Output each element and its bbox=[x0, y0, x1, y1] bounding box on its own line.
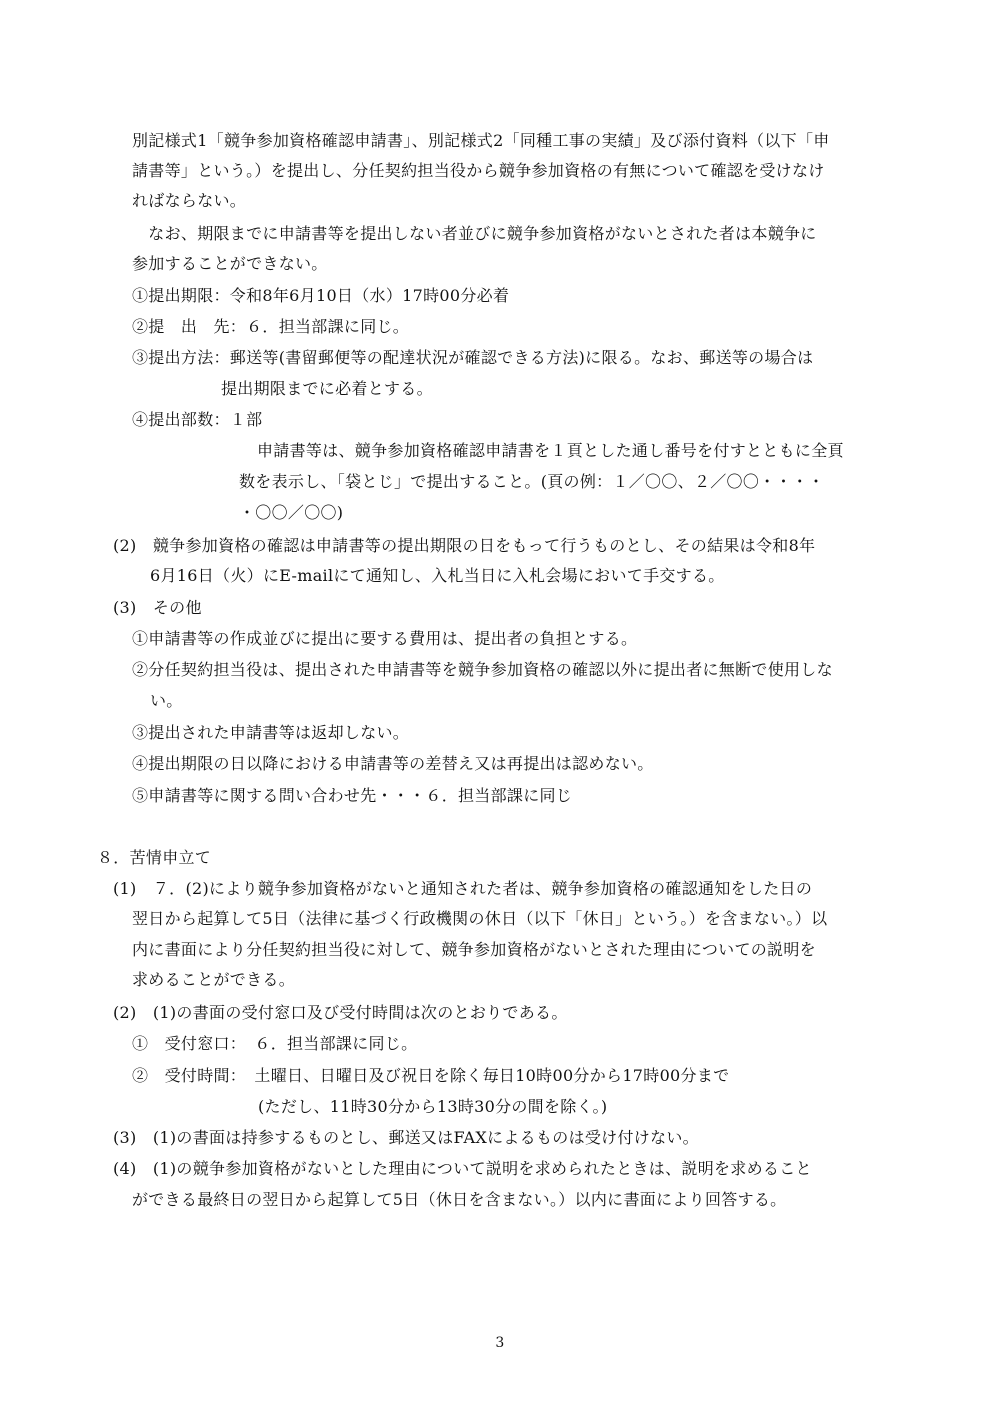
submission-method-line-2: 提出期限までに必着とする。 bbox=[221, 379, 433, 398]
complaint-para1-line-4: 求めることができる。 bbox=[132, 970, 296, 989]
copies-note-line-3: ・〇〇／〇〇) bbox=[239, 503, 344, 522]
copies-note-line-2: 数を表示し、「袋とじ」で提出すること。(頁の例：１／〇〇、２／〇〇・・・・ bbox=[239, 472, 825, 491]
intro-line-2: 請書等」という。）を提出し、分任契約担当役から競争参加資格の有無について確認を受けなけ bbox=[132, 161, 825, 180]
intro-line-1: 別記様式1「競争参加資格確認申請書」、別記様式2「同種工事の実績」及び添付資料（以下「申 bbox=[132, 131, 830, 150]
complaint-para1-line-2: 翌日から起算して5日（法律に基づく行政機関の休日（以下「休日」という。）を含まない。）以 bbox=[132, 909, 828, 928]
reception-hours-note: (ただし、11時30分から13時30分の間を除く。) bbox=[258, 1097, 608, 1116]
other-item-5: ⑤申請書等に関する問い合わせ先・・・６．担当部課に同じ bbox=[132, 786, 573, 805]
complaint-para4-line-2: ができる最終日の翌日から起算して5日（休日を含まない。）以内に書面により回答する。 bbox=[132, 1190, 787, 1209]
section-heading: ８．苦情申立て bbox=[97, 848, 212, 867]
other-title: (3) その他 bbox=[113, 598, 202, 617]
reception-hours: ② 受付時間： 土曜日、日曜日及び祝日を除く毎日10時00分から17時00分まで bbox=[132, 1066, 730, 1085]
submission-copies: ④提出部数：１部 bbox=[132, 410, 263, 429]
qualification-check-line-2: 6月16日（火）にE-mailにて通知し、入札当日に入札会場において手交する。 bbox=[150, 566, 725, 585]
submission-deadline: ①提出期限：令和8年6月10日（水）17時00分必着 bbox=[132, 286, 510, 305]
intro-line-5: 参加することができない。 bbox=[132, 254, 328, 273]
submission-destination: ②提 出 先：６．担当部課に同じ。 bbox=[132, 317, 410, 336]
reception-window: ① 受付窓口： ６．担当部課に同じ。 bbox=[132, 1034, 418, 1053]
other-item-1: ①申請書等の作成並びに提出に要する費用は、提出者の負担とする。 bbox=[132, 629, 638, 648]
submission-method-line-1: ③提出方法：郵送等(書留郵便等の配達状況が確認できる方法)に限る。なお、郵送等の場合は bbox=[132, 348, 814, 367]
complaint-para1-line-1: (1) ７．(2)により競争参加資格がないと通知された者は、競争参加資格の確認通知をした日の bbox=[113, 879, 813, 898]
page-number: 3 bbox=[495, 1335, 505, 1351]
copies-note-line-1: 申請書等は、競争参加資格確認申請書を１頁とした通し番号を付すとともに全頁 bbox=[257, 441, 844, 460]
other-item-4: ④提出期限の日以降における申請書等の差替え又は再提出は認めない。 bbox=[132, 754, 654, 773]
other-item-3: ③提出された申請書等は返却しない。 bbox=[132, 723, 410, 742]
other-item-2-cont: い。 bbox=[150, 691, 183, 710]
complaint-para4-line-1: (4) (1)の競争参加資格がないとした理由について説明を求められたときは、説明を求めること bbox=[113, 1159, 812, 1178]
complaint-para1-line-3: 内に書面により分任契約担当役に対して、競争参加資格がないとされた理由についての説明を bbox=[132, 940, 816, 959]
intro-line-3: ればならない。 bbox=[132, 191, 247, 210]
complaint-para3: (3) (1)の書面は持参するものとし、郵送又はFAXによるものは受け付けない。 bbox=[113, 1128, 699, 1147]
complaint-para2-title: (2) (1)の書面の受付窓口及び受付時間は次のとおりである。 bbox=[113, 1003, 568, 1022]
intro-line-4: なお、期限までに申請書等を提出しない者並びに競争参加資格がないとされた者は本競争に bbox=[132, 224, 817, 243]
other-item-2: ②分任契約担当役は、提出された申請書等を競争参加資格の確認以外に提出者に無断で使用しな bbox=[132, 660, 833, 679]
qualification-check-line-1: (2) 競争参加資格の確認は申請書等の提出期限の日をもって行うものとし、その結果は令和8年 bbox=[113, 536, 816, 555]
